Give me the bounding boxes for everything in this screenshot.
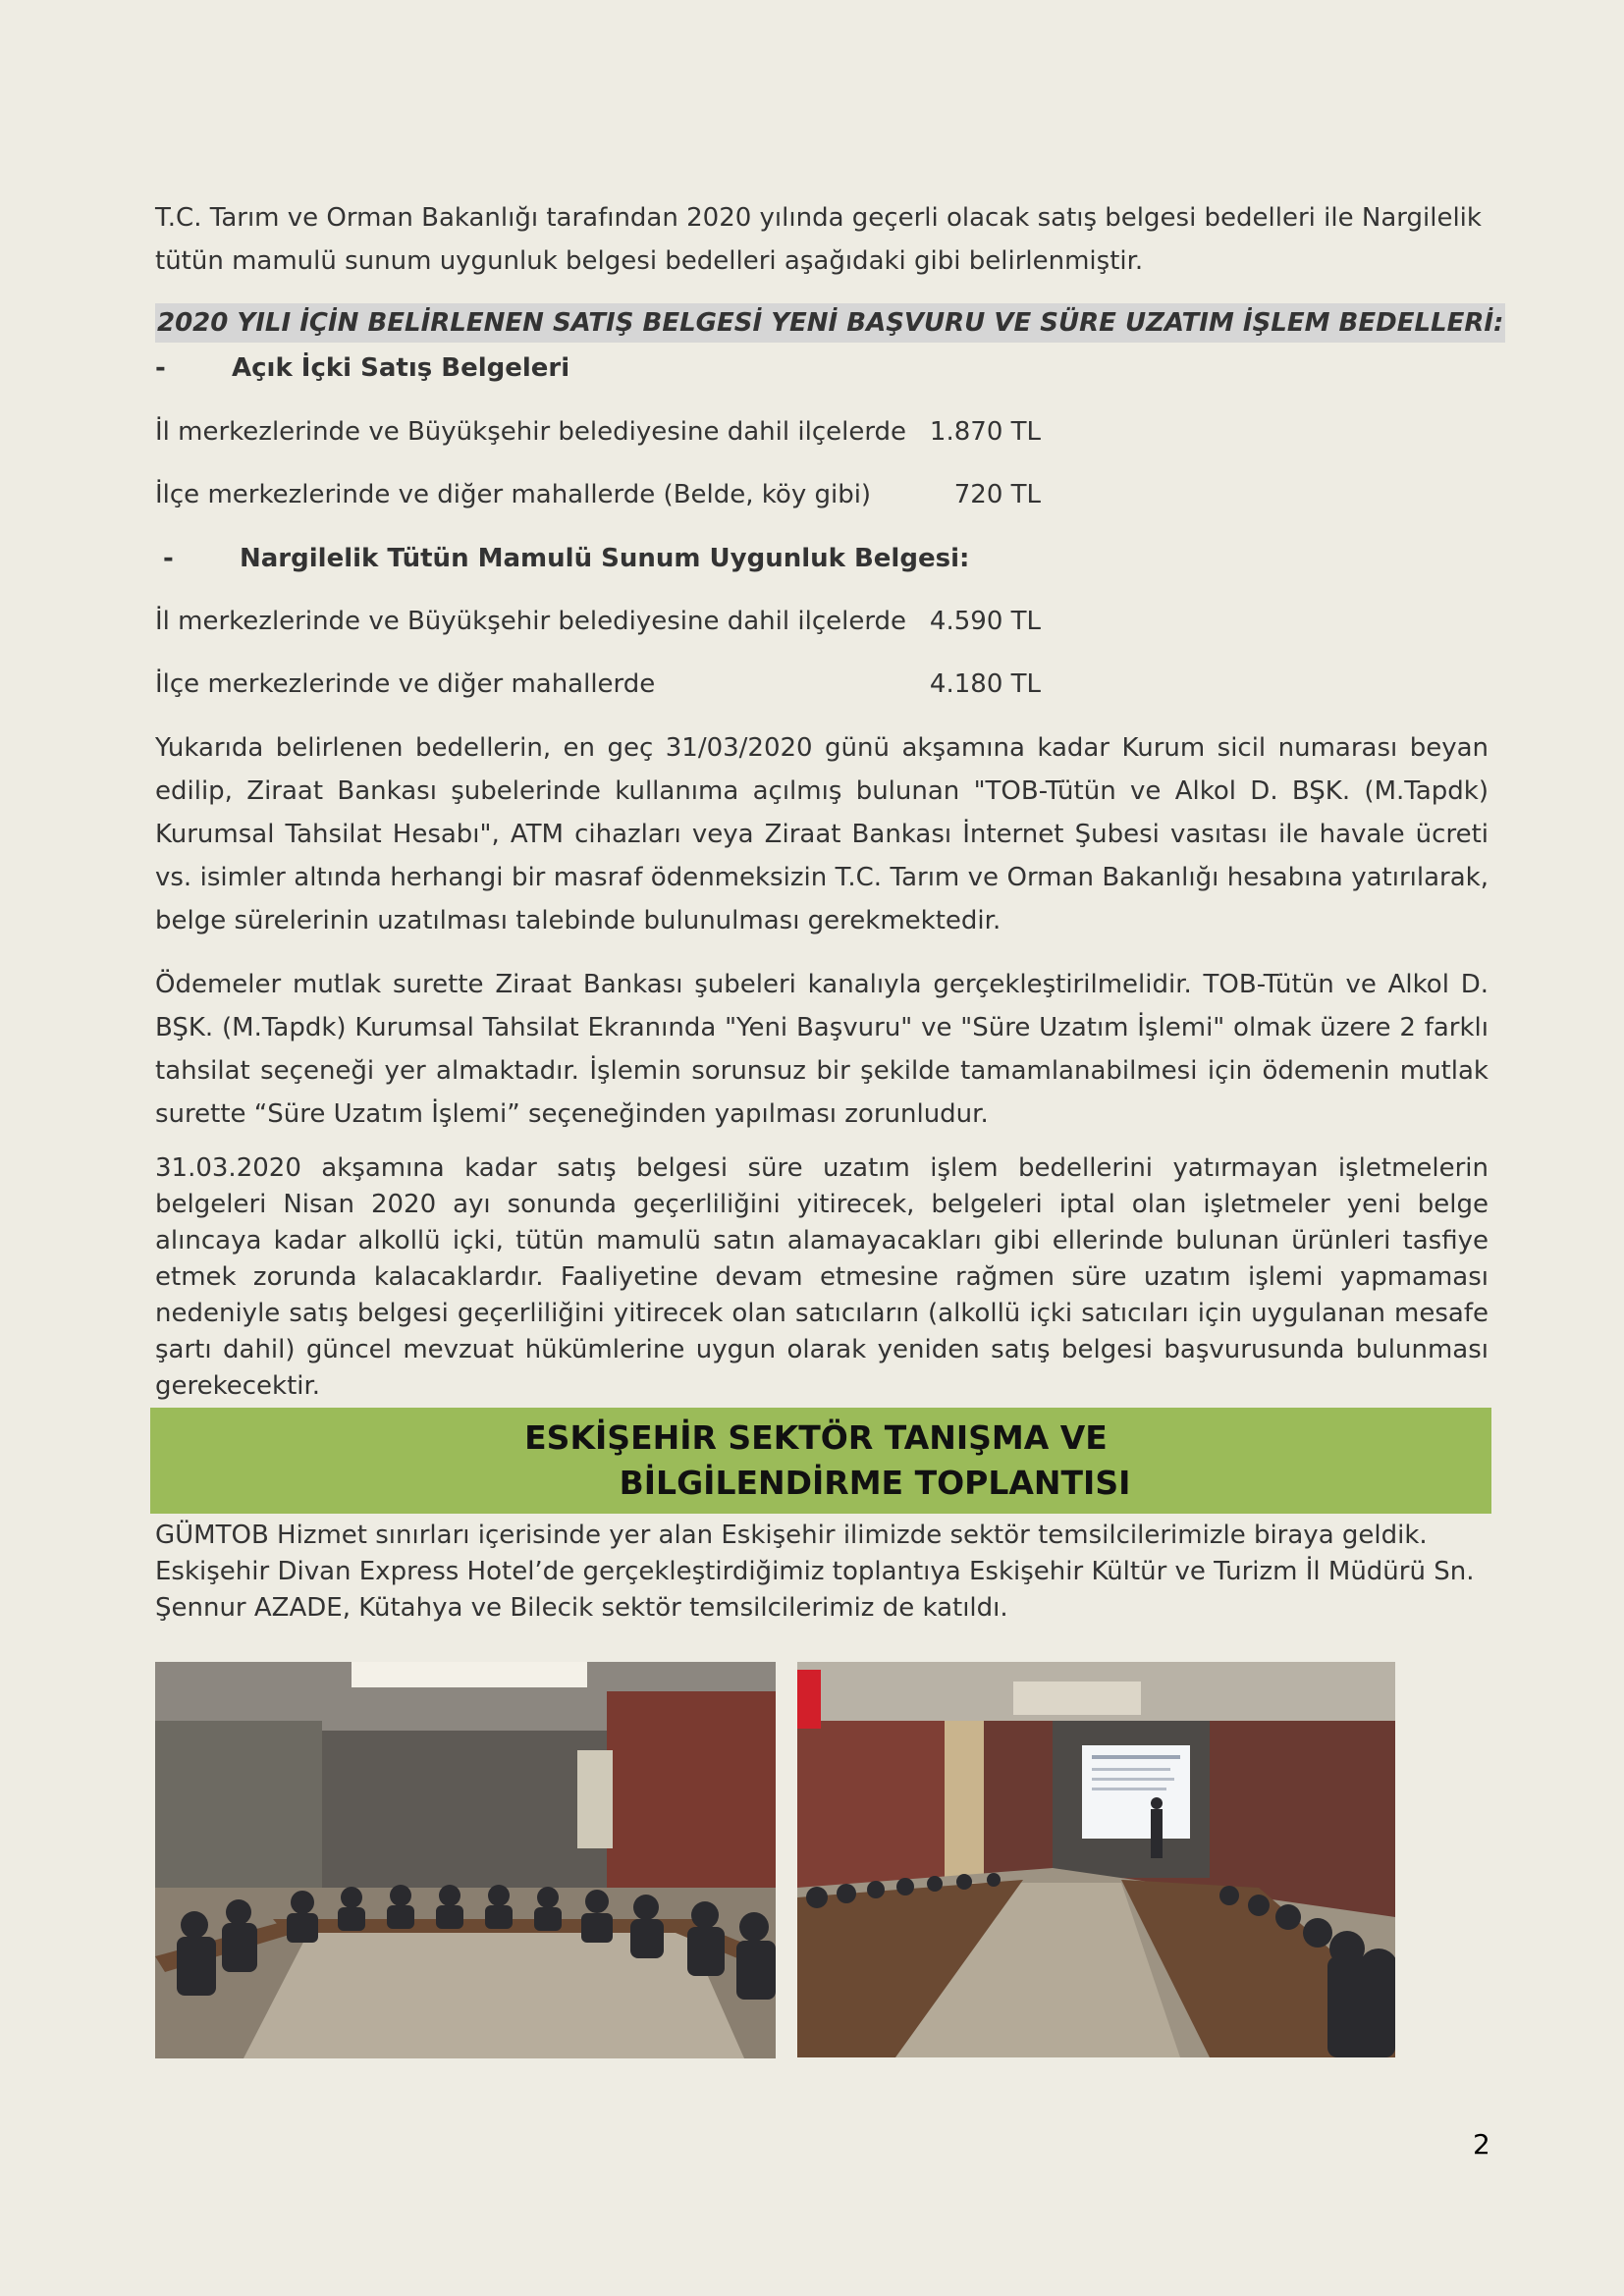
banner-title (150, 1408, 1491, 1506)
expiry-warning-paragraph: 31.03.2020 akşamına kadar satış belgesi süre uzatım işlem bedellerini yatırmayan işletmelerin belgeleri Nisan 2020 ayı sonunda geçerliliğini yitirecek, belgeleri iptal olan işletmeler yeni belge alıncaya kadar alkollü içki, tütün mamulü satın alamayacakları gibi ellerinde bulunan ürünleri tasfiye etmek zorunda kalacaklardır. Faaliyetine devam etmesine rağmen süre uzatım işlemi yapmaması nedeniyle satış belgesi geçerliliğini yitirecek olan satıcıların (alkollü içki satıcıları için uygulanan mesafe şartı dahil) güncel mevzuat hükümlerine uygun olarak yeniden satış belgesi başvurusunda bulunması gerekecektir. (155, 1153, 1489, 1401)
bullet-dash: - (155, 353, 166, 383)
fee-row (155, 475, 1039, 514)
payment-channel-paragraph: Ödemeler mutlak surette Ziraat Bankası şubeleri kanalıyla gerçekleştirilmelidir. TOB-Tütün ve Alkol D. BŞK. (M.Tapdk) Kurumsal Tahsilat Ekranında "Yeni Başvuru" ve "Süre Uzatım İşlemi" olmak üzere 2 farklı tahsilat seçeneği yer almaktadır. İşlemin sorunsuz bir şekilde tamamlanabilmesi için ödemenin mutlak surette “Süre Uzatım İşlemi” seçeneğinden yapılması zorunludur. (155, 970, 1489, 1129)
fee-label: İlçe merkezlerinde ve diğer mahallerde (155, 669, 656, 699)
fee-label: İlçe merkezlerinde ve diğer mahallerde (Belde, köy gibi) (155, 480, 872, 509)
fee-row (155, 602, 1039, 641)
fee-amount: 720 TL (953, 480, 1041, 509)
fees-section-heading: 2020 YILI İÇİN BELİRLENEN SATIŞ BELGESİ YENİ BAŞVURU VE SÜRE UZATIM İŞLEM BEDELLERİ: (155, 303, 1505, 343)
group-heading-open-alcohol (155, 348, 569, 388)
fee-label: İl merkezlerinde ve Büyükşehir belediyesine dahil ilçelerde (155, 417, 907, 447)
payment-deadline-paragraph: Yukarıda belirlenen bedellerin, en geç 31/03/2020 günü akşamına kadar Kurum sicil numarası beyan edilip, Ziraat Bankası şubelerinde kullanıma açılmış bulunan "TOB-Tütün ve Alkol D. BŞK. (M.Tapdk) Kurumsal Tahsilat Hesabı", ATM cihazları veya Ziraat Bankası İnternet Şubesi vasıtası ile havale ücreti vs. isimler altında herhangi bir masraf ödenmeksizin T.C. Tarım ve Orman Bakanlığı hesabına yatırılarak, belge sürelerinin uzatılması talebinde bulunulması gerekmektedir. (155, 733, 1489, 935)
group-title: Açık İçki Satış Belgeleri (232, 353, 570, 383)
fee-amount: 1.870 TL (929, 417, 1041, 447)
fee-amount: 4.590 TL (929, 607, 1041, 636)
group-title: Nargilelik Tütün Mamulü Sunum Uygunluk Belgesi: (240, 544, 970, 573)
meeting-photo-1 (155, 1662, 776, 2058)
fee-row (155, 412, 1039, 452)
group-heading-hookah (163, 539, 969, 578)
banner-title-line-1: ESKİŞEHİR SEKTÖR TANIŞMA VE (524, 1418, 1108, 1457)
meeting-paragraph: GÜMTOB Hizmet sınırları içerisinde yer alan Eskişehir ilimizde sektör temsilcilerimizle biraya geldik. Eskişehir Divan Express Hotel’de gerçekleştirdiğimiz toplantıya Eskişehir Kültür ve Turizm İl Müdürü Sn. Şennur AZADE, Kütahya ve Bilecik sektör temsilcilerimiz de katıldı. (155, 1521, 1475, 1623)
page-number: 2 (1473, 2128, 1490, 2161)
bullet-dash: - (163, 544, 174, 573)
meeting-photo-2 (797, 1662, 1395, 2057)
fee-label: İl merkezlerinde ve Büyükşehir belediyesine dahil ilçelerde (155, 607, 907, 636)
fee-amount: 4.180 TL (929, 669, 1041, 699)
meeting-banner (150, 1408, 1491, 1514)
intro-paragraph: T.C. Tarım ve Orman Bakanlığı tarafından 2020 yılında geçerli olacak satış belgesi bedelleri ile Nargilelik tütün mamulü sunum uygunluk belgesi bedelleri aşağıdaki gibi belirlenmiştir. (155, 203, 1482, 276)
banner-title-line-2: BİLGİLENDİRME TOPLANTISI (619, 1464, 1131, 1502)
fee-row (155, 665, 1039, 704)
